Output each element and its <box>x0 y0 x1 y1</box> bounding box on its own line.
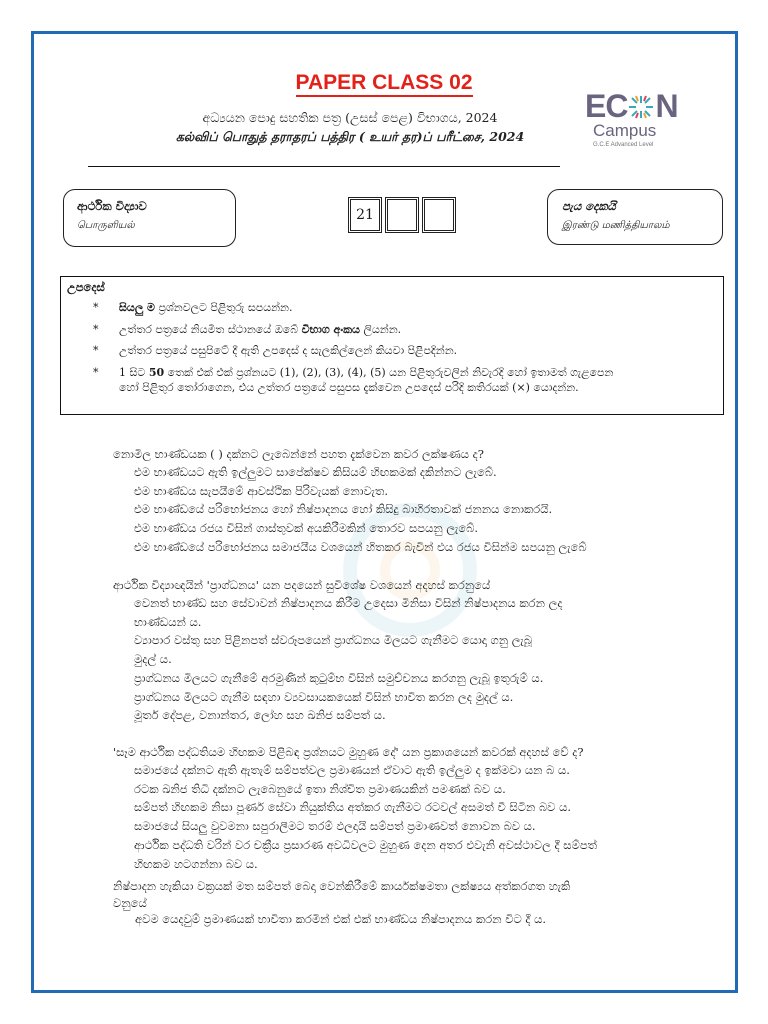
question-stem: නිෂ්පාදන හැකියා වක්‍රයක් මත සම්පත් බෙදා වෙන්කිරීමේ කාර්යක්ෂමතා ලක්ෂ්‍යය අත්කරගත හැකි <box>113 879 571 893</box>
exam-title-tamil: கல்விப் பொதுத் தராதரப் பத்திர ( உயர் தர)ப் பரீட்சை, 2024 <box>175 129 525 144</box>
answer-option: එම භාණ්ඩය රජය විසින් ගාස්තුවක් අයකිරීමකින් තොරව සපයනු ලැබේ. <box>134 521 479 536</box>
logo-tagline: G.C.E Advanced Level <box>593 142 654 148</box>
question-stem: 'සෑම ආර්ථික පද්ධතියම හිඟකම පිළිබඳ ප්‍රශ්නයට මුහුණ දේ' යන ප්‍රකාශයෙන් කවරක් අදහස් වේ ද? <box>113 745 584 759</box>
logo-burst-icon <box>627 94 655 120</box>
paper-code-cell <box>422 197 456 233</box>
answer-option: ප්‍රාග්ධනය මිලයට ගැනීමේ අරමුණින් කුටුම්භ විසින් සමුච්චනය කරගනු ලැබූ ඉතුරුම් ය. <box>134 670 544 685</box>
subject-name-sinhala: ආර්ථික විද්‍යාව <box>77 199 147 213</box>
subject-name-tamil: பொருளியல் <box>77 220 135 231</box>
question-stem: නොමිල භාණ්ඩයක ( ) දක්නට ලැබෙන්නේ පහත දැක්වෙන කවර ලක්ෂණය ද? <box>113 447 484 461</box>
answer-option: සම්පත් හිඟකම නිසා පූර්ණ සේවා නියුක්තිය අත්කර ගැනීමට රටවල් අසමත් වී සිටින බව ය. <box>134 800 572 815</box>
duration-sinhala: පැය දෙකයි <box>562 199 616 213</box>
instruction-item: * සියලු ම ප්‍රශ්නවලට පිළිතුරු සපයන්න. <box>93 301 293 314</box>
answer-option: සමාජයේ දක්නට ඇති ඇතැම් සම්පත්වල ප්‍රමාණයන් ඒවාට ඇති ඉල්ලුම ද ඉක්මවා යන බ ය. <box>134 763 570 777</box>
answer-option-continuation: මුදල් ය. <box>134 652 172 667</box>
subject-box <box>63 189 236 247</box>
question-2 <box>113 577 563 725</box>
instruction-item: * 1 සිට 50 තෙක් එක් එක් ප්‍රශ්නයට (1), (2), (3), (4), (5) යන පිළිතුරුවලින් නිවැරදි හෝ ඉතාමත් ගැළපෙන හෝ පිළිතුර තෝරාගෙන, එය උත්තර පත්‍රයේ පසුපස දැක්වෙන උපදෙස් පරිදි කතිරයක් (×) යොදන්න. <box>93 365 614 394</box>
answer-option: ව්‍යාපාර වස්තු සහ පිළිනපත් ස්වරූපයෙන් ප්‍රාග්ධනය මිලයට ගැනීමට යොදා ගනු ලැබූ <box>134 633 532 648</box>
logo-subtitle: Campus <box>593 121 657 140</box>
answer-option: ආර්ථික පද්ධති වරින් වර චක්‍රීය ප්‍රසාරණ අවධිවලට මුහුණ දෙන අතර එවැනි අවස්ථාවල දී සම්පත් <box>134 837 597 852</box>
paper-code-cell: 21 <box>348 197 382 233</box>
asterisk-bullet-icon: * <box>93 365 99 379</box>
logo-wordmark: EC N <box>585 88 678 124</box>
exam-title-sinhala: අධ්‍යයන පොදු සහතික පත්‍ර (උසස් පෙළ) විභාගය, 2024 <box>202 110 498 125</box>
paper-title: PAPER CLASS 02 <box>0 71 768 95</box>
answer-option: සමාජයේ සියලු වුවමනා සපුරාලීමට තරම් ඵලදායි සම්පත් ප්‍රමාණවත් නොවන බව ය. <box>134 819 536 834</box>
answer-option: වෙනත් භාණ්ඩ සහ සේවාවන් නිෂ්පාදනය කිරීම උදෙසා මිනිසා විසින් නිෂ්පාදනය කරන ලද <box>134 596 563 610</box>
answer-option: රටක ඛනිජ තිධි දක්නට ලැබෙනුයේ ඉතා නිශ්චිත ප්‍රමාණයකින් පමණක් බව ය. <box>134 781 506 796</box>
question-4 <box>113 878 570 912</box>
paper-code-boxes <box>348 197 456 233</box>
duration-box <box>547 189 723 245</box>
instructions-heading: උපදෙස් <box>67 280 105 294</box>
asterisk-bullet-icon: * <box>93 322 99 336</box>
answer-option-continuation: භාණ්ඩයන් ය. <box>134 614 202 629</box>
answer-option: අවම යෙදවුම් ප්‍රමාණයක් භාවිතා කරමින් එක් එක් භාණ්ඩය නිෂ්පාදනය කරන විට දී ය. <box>135 912 547 926</box>
question-1 <box>113 446 587 557</box>
answer-option: එම භාණ්ඩයේ පරිභෝජනය සමාජයීය වශයෙන් හිතකර බැවින් එය රජය විසින්ම සපයනු ලැබේ <box>134 539 587 554</box>
econ-campus-logo <box>585 88 685 154</box>
asterisk-bullet-icon: * <box>93 301 99 314</box>
answer-option: එම භාණ්ඩය සැපයීමේ ආවස්ථික පිරිවැයක් නොවැත. <box>134 483 389 498</box>
duration-tamil: இரண்டு மணித்தியாலம் <box>562 220 670 231</box>
title-divider <box>88 166 560 167</box>
question-3 <box>113 744 597 873</box>
answer-option: එම භාණ්ඩයට ඇති ඉල්ලුමට සාපේක්ෂව කිසියම් හිඟකමක් දකින්නට ලැබේ. <box>134 465 497 479</box>
instructions-box <box>60 276 724 415</box>
question-stem-continuation: වනුයේ <box>113 896 147 910</box>
instruction-item: * උත්තර පත්‍රයේ නියමිත ස්ථානයේ ඔබේ විභාග අංකය ලියන්න. <box>93 322 402 336</box>
answer-option: ප්‍රාග්ධනය මිලයට ගැනීම සඳහා ව්‍යවසායකයෙක් විසින් භාවිත කරන ලද මුදල් ය. <box>134 689 514 704</box>
answer-option-continuation: හිඟකම හටගන්නා බව ය. <box>134 856 258 871</box>
question-stem: ආර්ථික විද්‍යාඥයින් 'ප්‍රාග්ධනය' යන පදයෙන් සුවිශේෂ වශයෙන් අදහස් කරනුයේ <box>113 578 491 592</box>
paper-code-cell <box>385 197 419 233</box>
answer-option: එම භාණ්ඩයේ පරිභෝජනය හෝ නිෂ්පාදනය හෝ කිසිදු බාහිරතාවක් ජනනය නොකරයි. <box>134 502 553 517</box>
instruction-item: * උත්තර පත්‍රයේ පසුපිටේ දී ඇති උපදෙස් ද සැලකිල්ලෙන් කියවා පිළිපදින්න. <box>93 344 458 357</box>
answer-option: මූර්ත දේපළ, වනාන්තර, ලෝහ සහ ඛනිජ සම්පත් ය. <box>134 708 386 723</box>
asterisk-bullet-icon: * <box>93 344 99 357</box>
